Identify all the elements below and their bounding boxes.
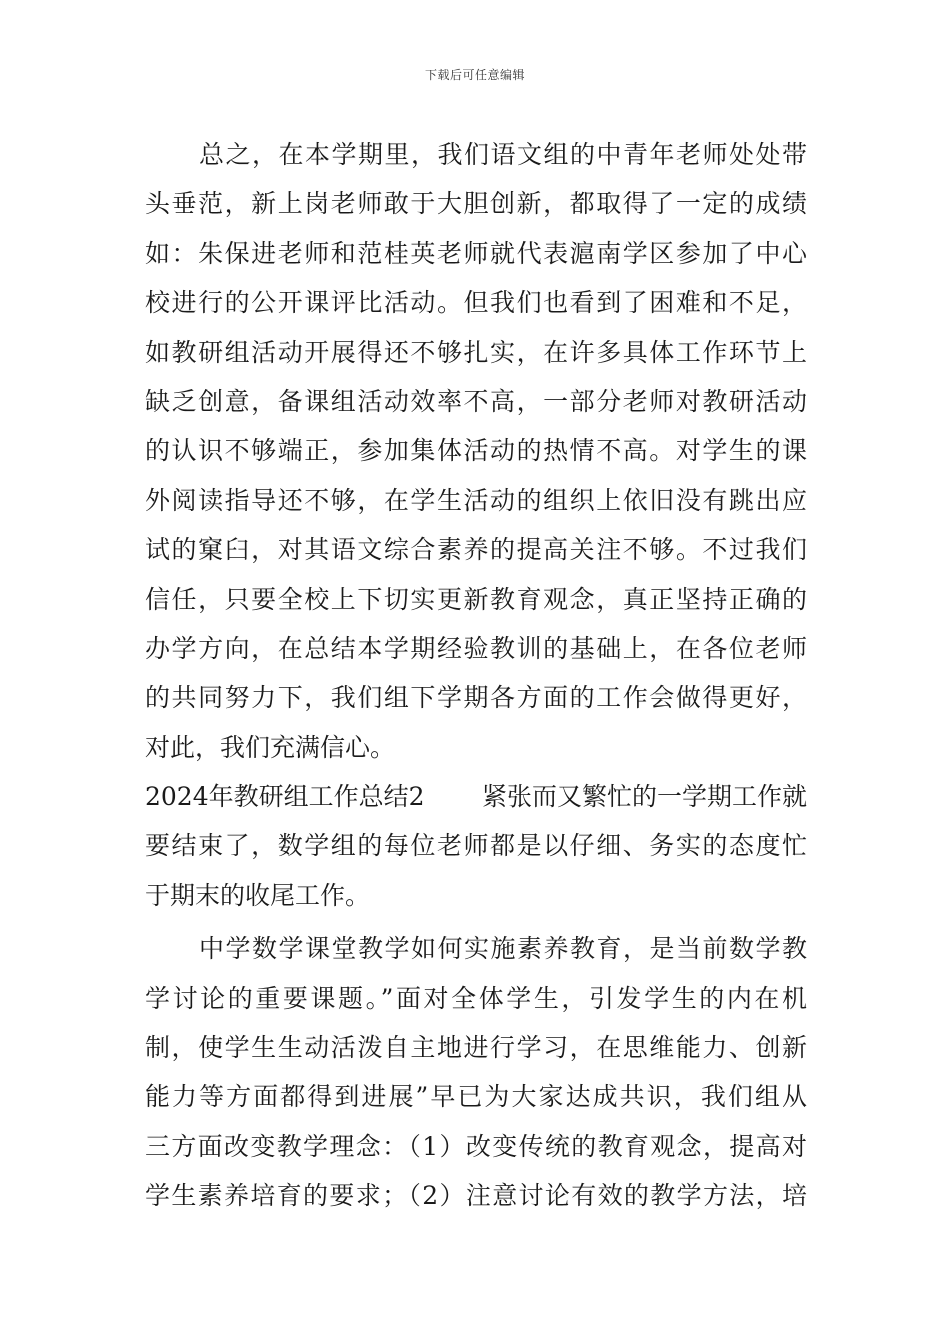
section-heading-line <box>145 772 807 821</box>
paragraph-line: 办学方向，在总结本学期经验教训的基础上，在各位老师 <box>145 633 807 663</box>
header-note: 下载后可任意编辑 <box>424 68 525 82</box>
section-first-line-text: 紧张而又繁忙的一学期工作就 <box>481 782 807 812</box>
paragraph-line: 外阅读指导还不够，在学生活动的组织上依旧没有跳出应 <box>145 485 807 515</box>
paragraph-math-teaching <box>145 924 807 1220</box>
paragraph-line: 学生素养培育的要求；（2）注意讨论有效的教学方法，培 <box>145 1181 807 1211</box>
paragraph-line: 缺乏创意，备课组活动效率不高，一部分老师对教研活动 <box>145 386 807 416</box>
paragraph-summary <box>145 130 807 772</box>
paragraph-line: 的共同努力下，我们组下学期各方面的工作会做得更好， <box>145 683 807 713</box>
section-2 <box>145 772 807 920</box>
document-body <box>145 130 807 1221</box>
paragraph-line: 试的窠臼，对其语文综合素养的提高关注不够。不过我们 <box>145 535 807 565</box>
paragraph-line: 于期末的收尾工作。 <box>145 880 371 910</box>
paragraph-line: 如：朱保进老师和范桂英老师就代表滬南学区参加了中心 <box>145 238 807 268</box>
paragraph-line: 三方面改变教学理念：（1）改变传统的教育观念，提高对 <box>145 1131 807 1161</box>
paragraph-line: 对此，我们充满信心。 <box>145 732 396 762</box>
paragraph-line: 校进行的公开课评比活动。但我们也看到了困难和不足， <box>145 288 807 318</box>
paragraph-line: 能力等方面都得到进展”早已为大家达成共识，我们组从 <box>145 1082 807 1112</box>
paragraph-line: 学讨论的重要课题。”面对全体学生，引发学生的内在机 <box>145 983 807 1013</box>
paragraph-line: 要结束了，数学组的每位老师都是以仔细、务实的态度忙 <box>145 831 807 861</box>
paragraph-line: 的认识不够端正，参加集体活动的热情不高。对学生的课 <box>145 436 807 466</box>
paragraph-line: 头垂范，新上岗老师敢于大胆创新，都取得了一定的成绩 <box>145 189 807 219</box>
paragraph-line: 总之，在本学期里，我们语文组的中青年老师处处带 <box>199 140 807 169</box>
paragraph-line: 如教研组活动开展得还不够扎实，在许多具体工作环节上 <box>145 337 807 367</box>
paragraph-line: 中学数学课堂教学如何实施素养教育，是当前数学教 <box>199 934 807 964</box>
paragraph-line: 制，使学生生动活泼自主地进行学习，在思维能力、创新 <box>145 1033 807 1063</box>
paragraph-line: 信任，只要全校上下切实更新教育观念，真正坚持正确的 <box>145 584 807 614</box>
section-title: 2024年教研组工作总结2 <box>145 782 425 812</box>
